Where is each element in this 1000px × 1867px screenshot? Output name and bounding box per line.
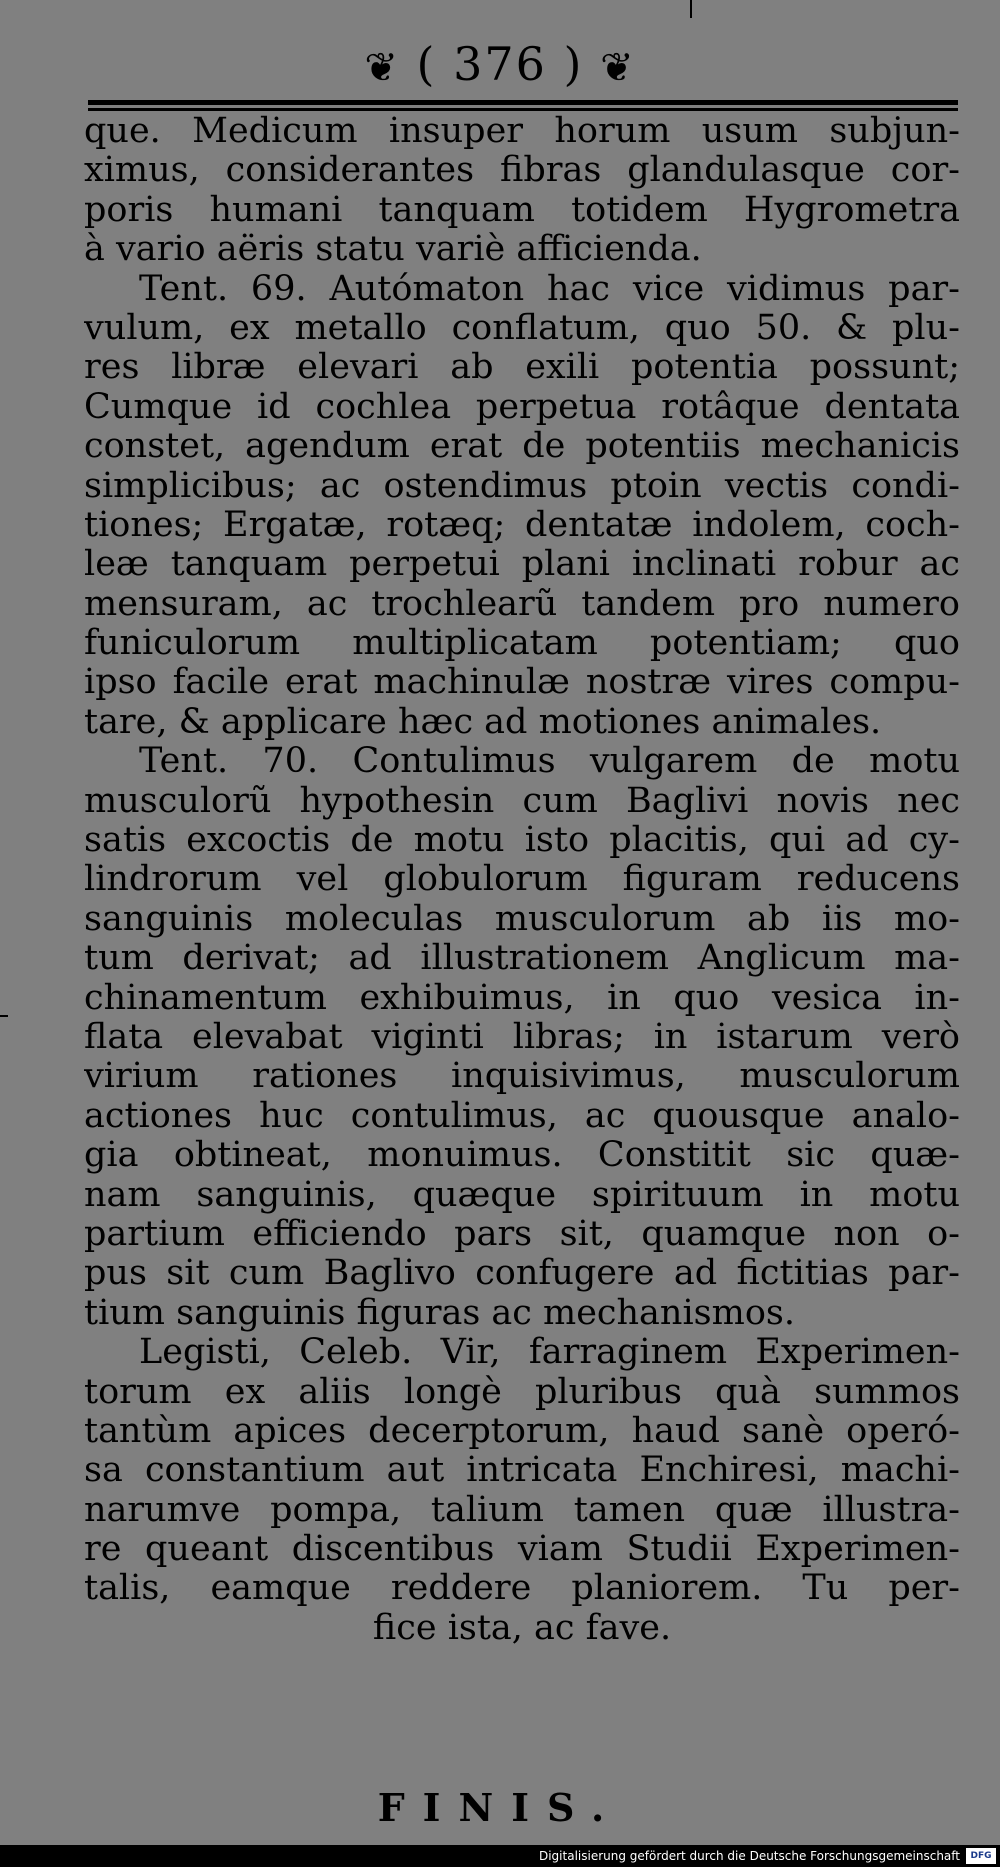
footer-bar (0, 1845, 1000, 1867)
text-line: mensuram, ac trochlearũ tandem pro numero (84, 584, 960, 624)
text-line: tantùm apices decerptorum, haud sanè operó- (84, 1411, 960, 1451)
text-line: actiones huc contulimus, ac quousque analo- (84, 1096, 960, 1136)
text-line: talis, eamque reddere planiorem. Tu per- (84, 1569, 960, 1609)
text-line: musculorũ hypothesin cum Baglivi novis nec (84, 781, 960, 821)
finis-label: FINIS. (377, 1785, 623, 1830)
text-line: pus sit cum Baglivo confugere ad fictitias par- (84, 1254, 960, 1294)
text-line: sanguinis moleculas musculorum ab iis mo- (84, 899, 960, 939)
ornament-right-icon: ❦ (600, 45, 636, 91)
text-line: lindrorum vel globulorum figuram reducens (84, 860, 960, 900)
text-line: ipso facile erat machinulæ nostræ vires compu- (84, 663, 960, 703)
ornament-left-icon: ❦ (364, 45, 400, 91)
text-line: partium efficiendo pars sit, quamque non o- (84, 1214, 960, 1254)
text-line: Cumque id cochlea perpetua rotâque dentata (84, 387, 960, 427)
text-line: tare, & applicare hæc ad motiones animales. (84, 702, 882, 742)
page-header (0, 34, 1000, 98)
text-line: torum ex aliis longè pluribus quà summos (84, 1372, 960, 1412)
text-line: leæ tanquam perpetui plani inclinati robur ac (84, 545, 960, 585)
text-line: Legisti, Celeb. Vir, farraginem Experimen- (139, 1333, 960, 1373)
header-rule (88, 108, 958, 111)
scan-artifact-mark (0, 1015, 8, 1017)
text-line: res libræ elevari ab exili potentia possunt; (84, 348, 960, 388)
text-line: que. Medicum insuper horum usum subjun- (84, 112, 960, 151)
text-line: tiones; Ergatæ, rotæq; dentatæ indolem, coch- (84, 505, 960, 545)
text-line: chinamentum exhibuimus, in quo vesica in- (84, 978, 960, 1018)
page-number: ( 376 ) (416, 37, 584, 91)
text-line: vulum, ex metallo conflatum, quo 50. & plu- (84, 308, 960, 348)
text-line: re queant discentibus viam Studii Experimen- (84, 1530, 960, 1570)
text-line: poris humani tanquam totidem Hygrometra (84, 190, 960, 230)
text-line: simplicibus; ac ostendimus ptoin vectis condi- (84, 466, 960, 506)
text-line: à vario aëris statu variè afficienda. (84, 230, 702, 270)
text-line: virium rationes inquisivimus, musculorum (84, 1057, 960, 1097)
body-text (84, 112, 960, 1648)
text-line: fice ista, ac fave. (372, 1608, 672, 1648)
text-line: sa constantium aut intricata Enchiresi, machi- (84, 1451, 960, 1491)
scan-artifact-mark (690, 0, 692, 18)
header-rule (88, 100, 958, 105)
text-line: funiculorum multiplicatam potentiam; quo (84, 624, 960, 664)
text-line: Tent. 69. Autómaton hac vice vidimus par- (139, 269, 960, 309)
text-line: gia obtineat, monuimus. Constitit sic quæ- (84, 1136, 960, 1176)
text-line: Tent. 70. Contulimus vulgarem de motu (139, 742, 960, 782)
text-line: narumve pompa, talium tamen quæ illustra- (84, 1490, 960, 1530)
dfg-logo: DFG (966, 1848, 996, 1864)
text-line: nam sanguinis, quæque spirituum in motu (84, 1175, 960, 1215)
text-line: tium sanguinis figuras ac mechanismos. (84, 1293, 795, 1333)
text-line: satis excoctis de motu isto placitis, qui ad cy- (84, 821, 960, 861)
footer-credit: Digitalisierung gefördert durch die Deutsche Forschungsgemeinschaft (538, 1849, 960, 1863)
text-line: constet, agendum erat de potentiis mechanicis (84, 427, 960, 467)
text-line: flata elevabat viginti libras; in istarum verò (84, 1017, 960, 1057)
text-line: tum derivat; ad illustrationem Anglicum ma- (84, 939, 960, 979)
text-line: ximus, considerantes fibras glandulasque cor- (84, 151, 960, 191)
